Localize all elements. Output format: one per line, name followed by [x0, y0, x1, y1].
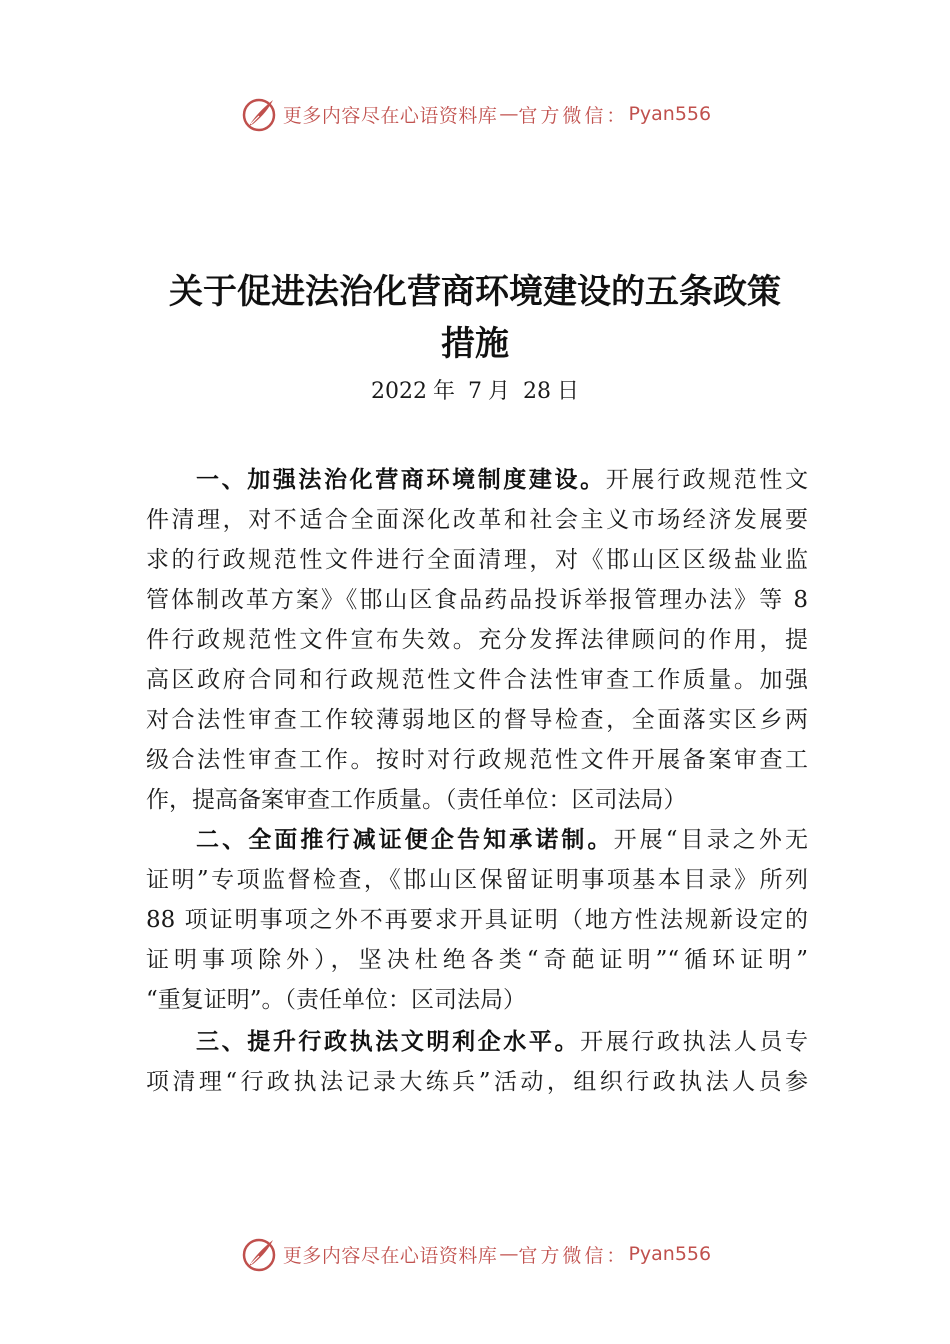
paragraph-text: 开展行政执法人员专 [580, 1029, 809, 1055]
paragraph-text: 开展行政规范性文 [605, 467, 809, 493]
paragraph-line: 求的行政规范性文件进行全面清理，对《邯山区区级盐业监 [146, 547, 808, 573]
date-day-unit: 日 [557, 379, 580, 404]
paragraph-line: 证明”专项监督检查，《邯山区保留证明事项基本目录》所列 [146, 867, 808, 893]
paragraph-line: 证明事项除外），坚决杜绝各类“奇葩证明”“循环证明” [146, 947, 808, 973]
section-heading: 一、加强法治化营商环境制度建设。 [196, 467, 606, 493]
quill-logo-icon [239, 1234, 279, 1274]
paragraph-line [196, 1022, 808, 1062]
date-day: 28 [523, 379, 551, 404]
paragraph-line: 管体制改革方案》《邯山区食品药品投诉举报管理办法》等 8 [146, 587, 808, 613]
watermark-text: 更多内容尽在心语资料库 [282, 1244, 498, 1267]
document-title-line-2: 措施 [441, 324, 509, 364]
paragraph-line: 高区政府合同和行政规范性文件合法性审查工作质量。加强 [146, 667, 808, 693]
date-year-unit: 年 [432, 379, 455, 404]
paragraph-line: 项清理“行政执法记录大练兵”活动，组织行政执法人员参 [146, 1069, 808, 1095]
watermark-wechat-id: Pyan556 [628, 103, 712, 125]
paragraph-line: 件行政规范性文件宣布失效。充分发挥法律顾问的作用，提 [146, 627, 808, 653]
paragraph-line: 88 项证明事项之外不再要求开具证明（地方性法规新设定的 [146, 907, 808, 933]
date-year: 2022 [370, 379, 427, 404]
paragraph-line [196, 460, 808, 500]
paragraph-line: 作，提高备案审查工作质量。（责任单位：区司法局） [146, 787, 687, 813]
document-date [0, 374, 950, 405]
document-title-line-1: 关于促进法治化营商环境建设的五条政策 [169, 272, 781, 312]
watermark-label: 官方微信： [518, 104, 629, 127]
section-heading: 三、提升行政执法文明利企水平。 [196, 1029, 581, 1055]
paragraph-line: 级合法性审查工作。按时对行政规范性文件开展备案审查工 [146, 747, 808, 773]
watermark-top [0, 92, 950, 136]
paragraph-line: 件清理，对不适合全面深化改革和社会主义市场经济发展要 [146, 507, 808, 533]
watermark-separator: — [499, 1243, 519, 1265]
quill-logo-icon [239, 94, 279, 134]
date-month-unit: 月 [487, 379, 510, 404]
watermark-separator: — [499, 103, 519, 125]
paragraph-line [196, 820, 808, 860]
paragraph-text: 开展“目录之外无 [613, 827, 809, 853]
paragraph-line: “重复证明”。（责任单位：区司法局） [146, 987, 527, 1013]
date-month: 7 [467, 379, 482, 404]
watermark-bottom [0, 1232, 950, 1276]
paragraph-line: 对合法性审查工作较薄弱地区的督导检查，全面落实区乡两 [146, 707, 808, 733]
watermark-wechat-id: Pyan556 [628, 1243, 712, 1265]
watermark-label: 官方微信： [518, 1244, 629, 1267]
section-heading: 二、全面推行减证便企告知承诺制。 [196, 827, 614, 853]
watermark-text: 更多内容尽在心语资料库 [282, 104, 498, 127]
